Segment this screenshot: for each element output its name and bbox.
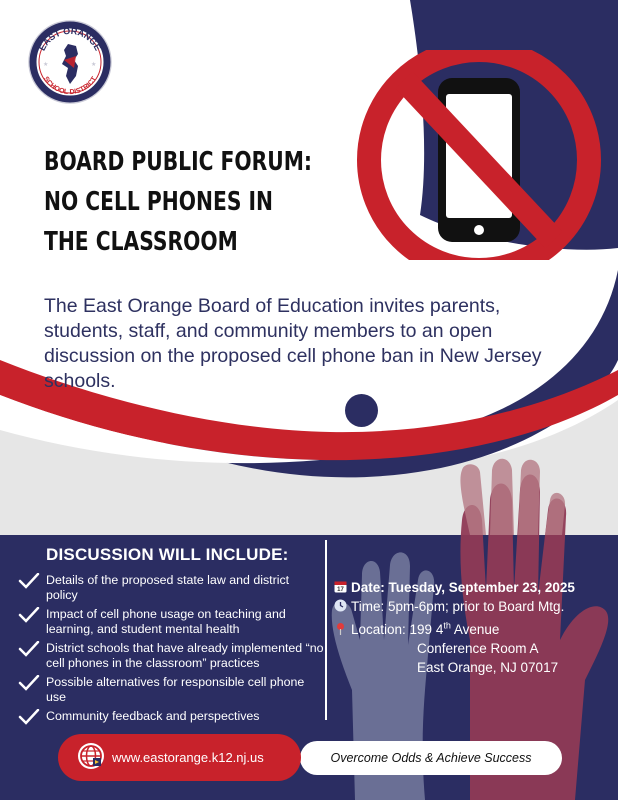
discussion-list (18, 573, 324, 728)
event-room: Conference Room A (417, 640, 539, 656)
discussion-title: DISCUSSION WILL INCLUDE: (46, 545, 289, 564)
event-date: Date: Tuesday, September 23, 2025 (351, 580, 575, 595)
headline (44, 142, 313, 262)
globe-icon (76, 741, 106, 771)
headline-line-3: THE CLASSROOM (44, 227, 238, 257)
checkmark-icon (18, 573, 40, 589)
website-link[interactable]: www.eastorange.k12.nj.us (112, 750, 264, 765)
event-location-row (334, 616, 614, 639)
event-details (334, 578, 614, 677)
checkmark-icon (18, 607, 40, 623)
pin-icon (334, 622, 347, 635)
checkmark-icon (18, 641, 40, 657)
list-item (18, 641, 324, 671)
svg-text:★: ★ (91, 62, 97, 68)
event-date-row (334, 578, 614, 597)
list-item-text: Possible alternatives for responsible cell phone use (46, 675, 305, 704)
list-item (18, 573, 324, 603)
checkmark-icon (18, 709, 40, 725)
event-time-row (334, 597, 614, 616)
column-divider (325, 540, 327, 720)
event-city: East Orange, NJ 07017 (417, 659, 559, 675)
clock-icon (334, 599, 347, 612)
event-location: Location: 199 4th Avenue (351, 620, 500, 637)
event-time: Time: 5pm-6pm; prior to Board Mtg. (351, 599, 565, 614)
logo-top-text: EAST ORANGE (36, 25, 104, 53)
list-item (18, 607, 324, 637)
checkmark-icon (18, 675, 40, 691)
headline-line-2: NO CELL PHONES IN (44, 187, 274, 217)
intro-paragraph: The East Orange Board of Education invites parents, students, staff, and community members to an open discussion on the proposed cell phone ban in New Jersey schools. (44, 295, 542, 392)
district-logo (28, 20, 112, 104)
calendar-icon (334, 580, 347, 593)
headline-line-1: BOARD PUBLIC FORUM: (44, 147, 313, 177)
list-item (18, 709, 324, 724)
logo-bottom-text: SCHOOL DISTRICT (41, 75, 99, 97)
svg-text:★: ★ (43, 62, 49, 68)
svg-text:17: 17 (337, 587, 344, 593)
list-item-text: Details of the proposed state law and district policy (46, 573, 290, 602)
list-item-text: Impact of cell phone usage on teaching and learning, and student mental health (46, 607, 286, 636)
decorative-dot (345, 394, 378, 427)
no-cell-phone-sign (346, 50, 612, 260)
slogan-text: Overcome Odds & Achieve Success (330, 751, 532, 765)
list-item-text: Community feedback and perspectives (46, 709, 260, 723)
list-item (18, 675, 324, 705)
list-item-text: District schools that have already implemented “no cell phones in the classroom” practices (46, 641, 324, 670)
